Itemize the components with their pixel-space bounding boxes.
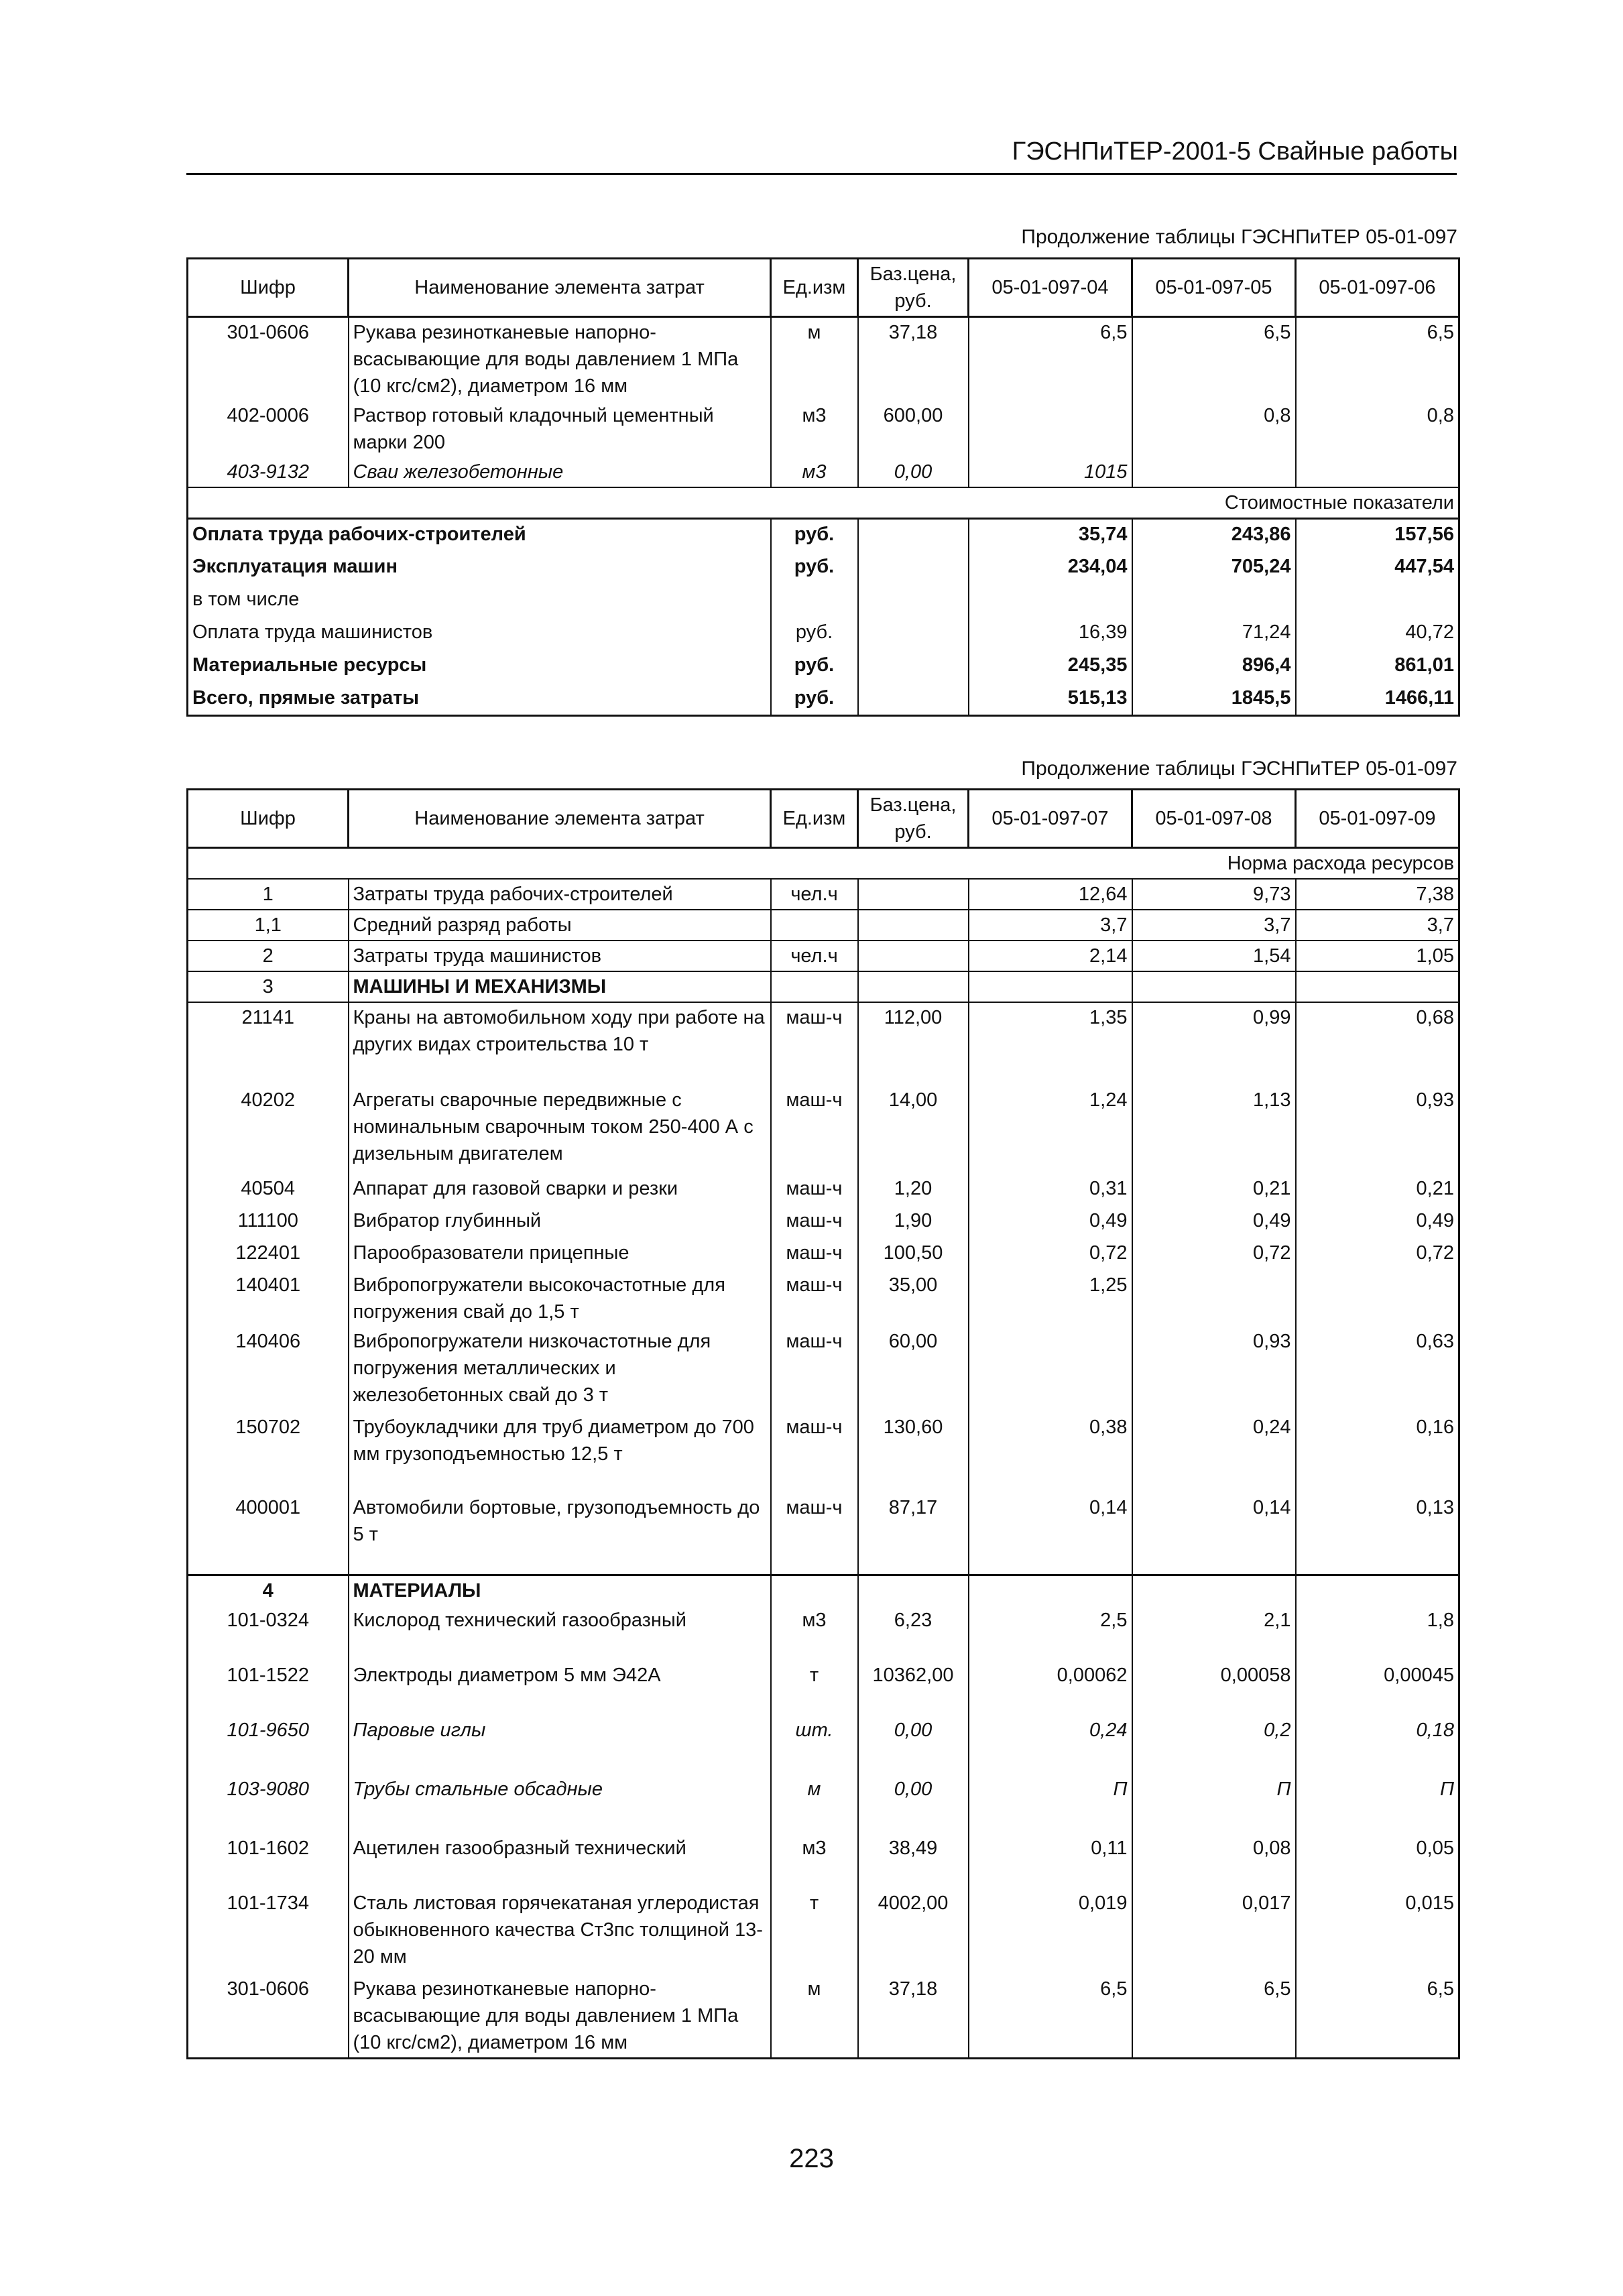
table-cell	[858, 683, 969, 716]
table-cell	[858, 552, 969, 585]
table-cell	[858, 879, 969, 910]
col-rate-05: 05-01-097-05	[1132, 259, 1296, 317]
table-cell: 0,019	[969, 1888, 1132, 1974]
table-cell: 1,1	[188, 910, 349, 941]
cost-unit	[771, 585, 858, 617]
header-rule	[186, 173, 1457, 175]
table-cell	[858, 910, 969, 941]
table-cell: 0,93	[1296, 1085, 1459, 1174]
table-cell	[1296, 1575, 1459, 1606]
machines-heading-row	[188, 971, 1459, 1002]
table-cell: маш-ч	[771, 1327, 858, 1412]
cost-unit: руб.	[771, 552, 858, 585]
col-base-price: Баз.цена, руб.	[858, 790, 969, 848]
table-row	[188, 1206, 1459, 1238]
cost-value: 243,86	[1132, 519, 1296, 552]
page-number: 223	[789, 2144, 834, 2173]
table-cell: маш-ч	[771, 1238, 858, 1270]
cost-row	[188, 683, 1459, 716]
table-cell: 0,38	[969, 1412, 1132, 1493]
table-cell: 6,5	[1132, 1974, 1296, 2059]
table-row	[188, 879, 1459, 910]
table-cell: 1	[188, 879, 349, 910]
col-rate-08: 05-01-097-08	[1132, 790, 1296, 848]
section-number: 4	[188, 1575, 349, 1606]
table-cell	[969, 1575, 1132, 1606]
table-cell: 0,2	[1132, 1715, 1296, 1774]
table-cell: 101-0324	[188, 1606, 349, 1660]
table-cell: 0,015	[1296, 1888, 1459, 1974]
table-cell: Агрегаты сварочные передвижные с номинальным сварочным током 250-400 А с дизельным двигателем	[349, 1085, 771, 1174]
table-cell: 40202	[188, 1085, 349, 1174]
table-cell	[1132, 457, 1296, 487]
table-cell: 10362,00	[858, 1660, 969, 1715]
table-cell: 0,14	[1132, 1493, 1296, 1575]
table-cell: 0,16	[1296, 1412, 1459, 1493]
table-cell	[858, 650, 969, 683]
section-heading: МАШИНЫ И МЕХАНИЗМЫ	[349, 971, 771, 1002]
table-cell: 0,49	[1132, 1206, 1296, 1238]
cost-row	[188, 585, 1459, 617]
cost-label: Оплата труда машинистов	[188, 617, 771, 650]
table-cell: Вибропогружатели низкочастотные для погружения металлических и железобетонных свай до 3 т	[349, 1327, 771, 1412]
table-row	[188, 1888, 1459, 1974]
table-row	[188, 1774, 1459, 1833]
table1-header-row	[188, 259, 1459, 317]
cost-unit: руб.	[771, 650, 858, 683]
table-cell: Парообразователи прицепные	[349, 1238, 771, 1270]
table-cell: 0,8	[1132, 401, 1296, 457]
table-cell: 301-0606	[188, 1974, 349, 2059]
table-cell: 0,93	[1132, 1327, 1296, 1412]
table-cell: 12,64	[969, 879, 1132, 910]
table-cell: 0,08	[1132, 1833, 1296, 1888]
cost-value: 40,72	[1296, 617, 1459, 650]
table-cell: 111100	[188, 1206, 349, 1238]
table-cell: 150702	[188, 1412, 349, 1493]
table-cell: 6,23	[858, 1606, 969, 1660]
table-cell: 1,05	[1296, 941, 1459, 971]
section-label-row	[188, 487, 1459, 519]
cost-value: 861,01	[1296, 650, 1459, 683]
table-cell: маш-ч	[771, 1412, 858, 1493]
cost-value: 71,24	[1132, 617, 1296, 650]
table-cell: Автомобили бортовые, грузоподъемность до 5 т	[349, 1493, 771, 1575]
table-cell: Вибропогружатели высокочастотные для погружения свай до 1,5 т	[349, 1270, 771, 1327]
section-number: 3	[188, 971, 349, 1002]
table-cell: 1,90	[858, 1206, 969, 1238]
table-cell: 2	[188, 941, 349, 971]
col-rate-07: 05-01-097-07	[969, 790, 1132, 848]
table-cell: 0,00	[858, 1715, 969, 1774]
table-cell: Средний разряд работы	[349, 910, 771, 941]
section-heading: МАТЕРИАЛЫ	[349, 1575, 771, 1606]
table-cell	[1296, 1270, 1459, 1327]
table-row	[188, 1327, 1459, 1412]
table-cell	[858, 971, 969, 1002]
table-cell: 140401	[188, 1270, 349, 1327]
table-cell: 0,49	[1296, 1206, 1459, 1238]
table-cell: 87,17	[858, 1493, 969, 1575]
table-cell: 9,73	[1132, 879, 1296, 910]
table-cell	[1296, 971, 1459, 1002]
table-cell: 402-0006	[188, 401, 349, 457]
col-rate-04: 05-01-097-04	[969, 259, 1132, 317]
table-cell: Затраты труда машинистов	[349, 941, 771, 971]
table1-caption: Продолжение таблицы ГЭСНПиТЕР 05-01-097	[1021, 226, 1457, 248]
table-cell: 400001	[188, 1493, 349, 1575]
table-cell: 100,50	[858, 1238, 969, 1270]
table-cell: Кислород технический газообразный	[349, 1606, 771, 1660]
table-cell: 3,7	[1296, 910, 1459, 941]
table-cell: маш-ч	[771, 1493, 858, 1575]
table-cell: 600,00	[858, 401, 969, 457]
table-cell: Аппарат для газовой сварки и резки	[349, 1174, 771, 1206]
table-cell: Затраты труда рабочих-строителей	[349, 879, 771, 910]
table-cell: П	[969, 1774, 1132, 1833]
cost-value: 245,35	[969, 650, 1132, 683]
table-cell: 0,14	[969, 1493, 1132, 1575]
cost-row	[188, 617, 1459, 650]
table-cell: 403-9132	[188, 457, 349, 487]
table-cell: 0,00	[858, 1774, 969, 1833]
table-cell: 37,18	[858, 1974, 969, 2059]
cost-value: 16,39	[969, 617, 1132, 650]
table-cell: 35,00	[858, 1270, 969, 1327]
cost-value	[1296, 585, 1459, 617]
table-cell: Сваи железобетонные	[349, 457, 771, 487]
cost-value: 515,13	[969, 683, 1132, 716]
table-cell	[969, 1327, 1132, 1412]
cost-label: Оплата труда рабочих-строителей	[188, 519, 771, 552]
table-cell: 4002,00	[858, 1888, 969, 1974]
table-cell: 0,72	[969, 1238, 1132, 1270]
table-row	[188, 1174, 1459, 1206]
table-row	[188, 1270, 1459, 1327]
table-cell	[969, 971, 1132, 1002]
table-cell: Рукава резинотканевые напорно-всасывающие для воды давлением 1 МПа (10 кгс/см2), диаметром 16 мм	[349, 1974, 771, 2059]
col-code: Шифр	[188, 259, 349, 317]
table-cell: 60,00	[858, 1327, 969, 1412]
table-row	[188, 910, 1459, 941]
col-rate-09: 05-01-097-09	[1296, 790, 1459, 848]
cost-label: Материальные ресурсы	[188, 650, 771, 683]
table-cell: 6,5	[1132, 317, 1296, 402]
table-cell: т	[771, 1888, 858, 1974]
cost-value: 234,04	[969, 552, 1132, 585]
table-cell: 0,05	[1296, 1833, 1459, 1888]
table-cell: 1,8	[1296, 1606, 1459, 1660]
table-cell: м3	[771, 457, 858, 487]
table-cell	[969, 401, 1132, 457]
table-cell: Сталь листовая горячекатаная углеродистая обыкновенного качества Ст3пс толщиной 13-20 мм	[349, 1888, 771, 1974]
table-cell: 101-1602	[188, 1833, 349, 1888]
table-cell: 0,00058	[1132, 1660, 1296, 1715]
table-row	[188, 1974, 1459, 2059]
table-cell: 2,14	[969, 941, 1132, 971]
section-label: Норма расхода ресурсов	[188, 848, 1459, 880]
section-label: Стоимостные показатели	[188, 487, 1459, 519]
col-code: Шифр	[188, 790, 349, 848]
table-row	[188, 401, 1459, 457]
table-cell: 0,18	[1296, 1715, 1459, 1774]
table-cell: 6,5	[1296, 1974, 1459, 2059]
table-cell: 0,63	[1296, 1327, 1459, 1412]
table-cell: чел.ч	[771, 879, 858, 910]
cost-unit: руб.	[771, 683, 858, 716]
col-unit: Ед.изм	[771, 259, 858, 317]
table-cell: 0,68	[1296, 1002, 1459, 1085]
cost-value: 157,56	[1296, 519, 1459, 552]
table-cell: 0,31	[969, 1174, 1132, 1206]
table-cell: 112,00	[858, 1002, 969, 1085]
table-row	[188, 1606, 1459, 1660]
cost-value	[1132, 585, 1296, 617]
table-cell: маш-ч	[771, 1174, 858, 1206]
table-cell	[858, 617, 969, 650]
table-cell: 101-1734	[188, 1888, 349, 1974]
table-cell: 6,5	[969, 317, 1132, 402]
resource-table-1	[186, 257, 1460, 717]
cost-row	[188, 519, 1459, 552]
table-cell: м	[771, 317, 858, 402]
col-unit: Ед.изм	[771, 790, 858, 848]
table-cell: м	[771, 1974, 858, 2059]
table-cell: 0,8	[1296, 401, 1459, 457]
table-cell: 130,60	[858, 1412, 969, 1493]
table-row	[188, 941, 1459, 971]
table-cell: 301-0606	[188, 317, 349, 402]
table-cell: 1,24	[969, 1085, 1132, 1174]
cost-row	[188, 552, 1459, 585]
table-cell: 0,00062	[969, 1660, 1132, 1715]
table-cell: Трубы стальные обсадные	[349, 1774, 771, 1833]
table-cell: 0,99	[1132, 1002, 1296, 1085]
cost-value	[969, 585, 1132, 617]
table-cell: 1,25	[969, 1270, 1132, 1327]
table-cell: Трубоукладчики для труб диаметром до 700 мм грузоподъемностью 12,5 т	[349, 1412, 771, 1493]
col-base-price: Баз.цена, руб.	[858, 259, 969, 317]
table-cell: 0,00045	[1296, 1660, 1459, 1715]
table-cell: м3	[771, 1606, 858, 1660]
table-cell: 140406	[188, 1327, 349, 1412]
section-label-row	[188, 848, 1459, 880]
table-cell: 0,49	[969, 1206, 1132, 1238]
table-cell: П	[1132, 1774, 1296, 1833]
table-cell	[1132, 1575, 1296, 1606]
materials-heading-row	[188, 1575, 1459, 1606]
table-cell: шт.	[771, 1715, 858, 1774]
table-cell	[858, 519, 969, 552]
cost-unit: руб.	[771, 519, 858, 552]
cost-label: Эксплуатация машин	[188, 552, 771, 585]
table-row	[188, 1833, 1459, 1888]
table-cell: 21141	[188, 1002, 349, 1085]
table-cell: 0,00	[858, 457, 969, 487]
table-cell: Рукава резинотканевые напорно-всасывающие для воды давлением 1 МПа (10 кгс/см2), диаметром 16 мм	[349, 317, 771, 402]
table-cell: 14,00	[858, 1085, 969, 1174]
col-rate-06: 05-01-097-06	[1296, 259, 1459, 317]
table-row	[188, 1412, 1459, 1493]
table-cell: 6,5	[969, 1974, 1132, 2059]
table-row	[188, 457, 1459, 487]
table-cell	[771, 971, 858, 1002]
table-cell: 1,20	[858, 1174, 969, 1206]
table-cell	[1132, 1270, 1296, 1327]
cost-label: Всего, прямые затраты	[188, 683, 771, 716]
resource-table-2	[186, 788, 1460, 2059]
table-cell: Краны на автомобильном ходу при работе на других видах строительства 10 т	[349, 1002, 771, 1085]
cost-row	[188, 650, 1459, 683]
page-header-title: ГЭСНПиТЕР-2001-5 Свайные работы	[1012, 137, 1458, 166]
table-cell: 2,1	[1132, 1606, 1296, 1660]
table-cell: П	[1296, 1774, 1459, 1833]
table-cell: 37,18	[858, 317, 969, 402]
table-cell: 1,54	[1132, 941, 1296, 971]
table-cell: 122401	[188, 1238, 349, 1270]
table-cell: т	[771, 1660, 858, 1715]
table-cell: Вибратор глубинный	[349, 1206, 771, 1238]
table-cell: 0,017	[1132, 1888, 1296, 1974]
table-cell: чел.ч	[771, 941, 858, 971]
table-cell: 2,5	[969, 1606, 1132, 1660]
table-cell: м	[771, 1774, 858, 1833]
table-cell	[771, 910, 858, 941]
table-cell	[858, 1575, 969, 1606]
table-cell: 7,38	[1296, 879, 1459, 910]
table-cell	[771, 1575, 858, 1606]
cost-value: 35,74	[969, 519, 1132, 552]
cost-value: 447,54	[1296, 552, 1459, 585]
table-cell: Раствор готовый кладочный цементный марки 200	[349, 401, 771, 457]
table-row	[188, 1715, 1459, 1774]
table-cell	[1296, 457, 1459, 487]
table-cell: 0,21	[1296, 1174, 1459, 1206]
table2-caption: Продолжение таблицы ГЭСНПиТЕР 05-01-097	[1021, 758, 1457, 780]
table-cell: 0,72	[1132, 1238, 1296, 1270]
table-cell: Паровые иглы	[349, 1715, 771, 1774]
table-cell: 101-9650	[188, 1715, 349, 1774]
table-cell: 1015	[969, 457, 1132, 487]
cost-value: 1466,11	[1296, 683, 1459, 716]
table-cell: Ацетилен газообразный технический	[349, 1833, 771, 1888]
cost-value: 896,4	[1132, 650, 1296, 683]
table-cell: 0,21	[1132, 1174, 1296, 1206]
table-cell: 40504	[188, 1174, 349, 1206]
cost-value: 705,24	[1132, 552, 1296, 585]
table-row	[188, 1085, 1459, 1174]
cost-value: 1845,5	[1132, 683, 1296, 716]
table-row	[188, 1660, 1459, 1715]
table-cell	[858, 585, 969, 617]
table-cell: 3,7	[1132, 910, 1296, 941]
table-row	[188, 1238, 1459, 1270]
table-cell: 103-9080	[188, 1774, 349, 1833]
table-cell: 38,49	[858, 1833, 969, 1888]
table-cell: Электроды диаметром 5 мм Э42А	[349, 1660, 771, 1715]
table-row	[188, 317, 1459, 402]
table-cell: 1,35	[969, 1002, 1132, 1085]
table-cell: маш-ч	[771, 1206, 858, 1238]
table-row	[188, 1002, 1459, 1085]
table-cell: маш-ч	[771, 1085, 858, 1174]
table-cell	[858, 941, 969, 971]
table-cell: 0,72	[1296, 1238, 1459, 1270]
table-cell	[1132, 971, 1296, 1002]
table-cell: 0,24	[969, 1715, 1132, 1774]
table-row	[188, 1493, 1459, 1575]
table-cell: 101-1522	[188, 1660, 349, 1715]
table-cell: м3	[771, 401, 858, 457]
col-name: Наименование элемента затрат	[349, 790, 771, 848]
table-cell: 0,24	[1132, 1412, 1296, 1493]
table-cell: маш-ч	[771, 1002, 858, 1085]
table-cell: маш-ч	[771, 1270, 858, 1327]
table-cell: м3	[771, 1833, 858, 1888]
table-cell: 0,13	[1296, 1493, 1459, 1575]
col-name: Наименование элемента затрат	[349, 259, 771, 317]
table2-header-row	[188, 790, 1459, 848]
table-cell: 3,7	[969, 910, 1132, 941]
cost-unit: руб.	[771, 617, 858, 650]
table-cell: 1,13	[1132, 1085, 1296, 1174]
cost-label: в том числе	[188, 585, 771, 617]
table-cell: 6,5	[1296, 317, 1459, 402]
table-cell: 0,11	[969, 1833, 1132, 1888]
